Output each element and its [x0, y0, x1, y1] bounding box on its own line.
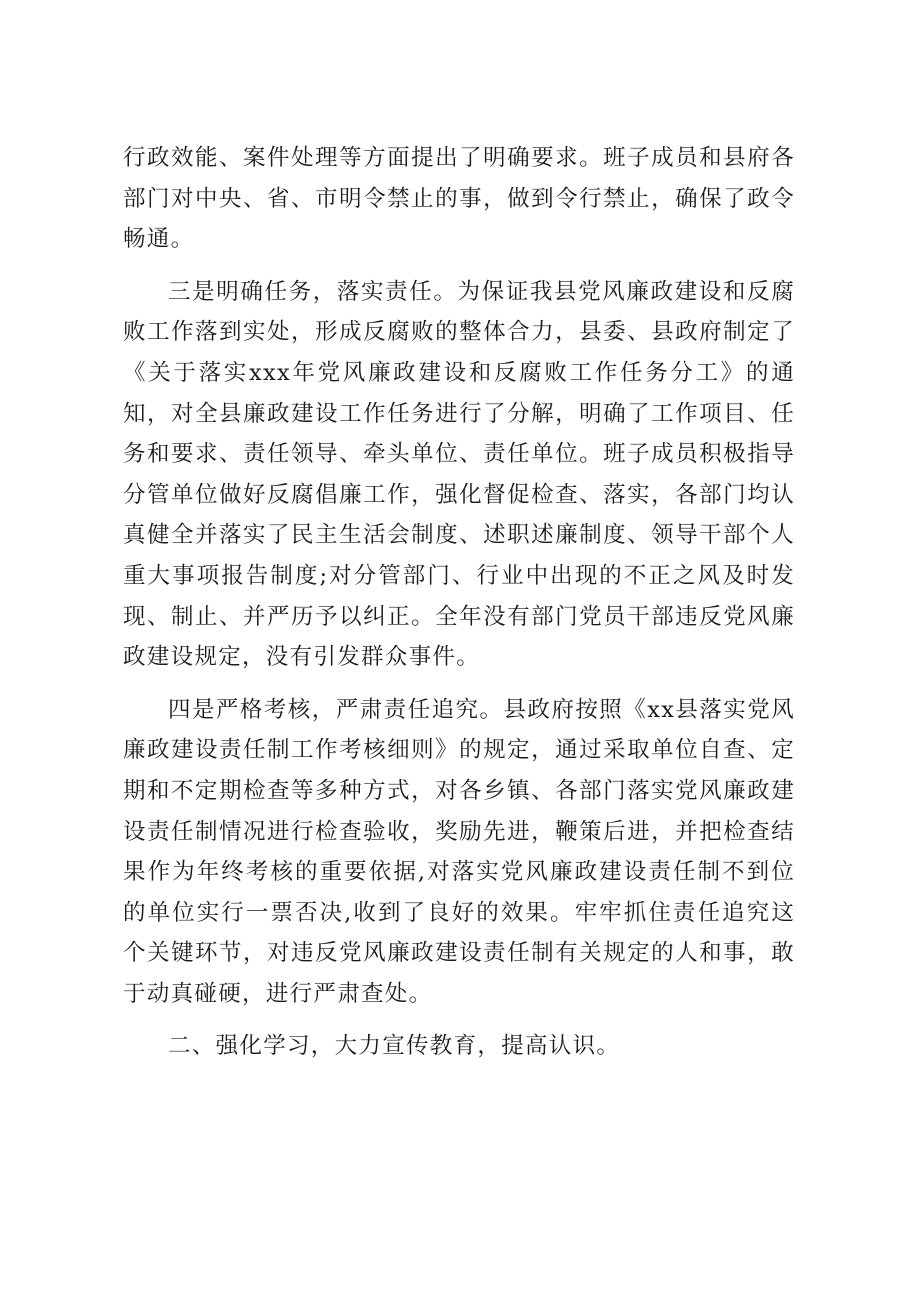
section-two-heading: 二、强化学习，大力宣传教育，提高认识。: [168, 1033, 621, 1060]
paragraph-item-three: 三是明确任务，落实责任。为保证我县党风廉政建设和反腐败工作落到实处，形成反腐败的整体合力，县委、县政府制定了《关于落实xxx年党风廉政建设和反腐败工作任务分工》的通知，对全县廉政建设工作任务进行了分解，明确了工作项目、任务和要求、责任领导、牵头单位、责任单位。班子成员积极指导分管单位做好反腐倡廉工作，强化督促检查、落实，各部门均认真健全并落实了民主生活会制度、述职述廉制度、领导干部个人重大事项报告制度;对分管部门、行业中出现的不正之风及时发现、制止、并严历予以纠正。全年没有部门党员干部违反党风廉政建设规定，没有引发群众事件。: [123, 278, 795, 671]
document-body: [123, 138, 795, 1067]
paragraph-continuation: 行政效能、案件处理等方面提出了明确要求。班子成员和县府各部门对中央、省、市明令禁止的事，做到令行禁止，确保了政令畅通。: [123, 145, 795, 253]
paragraph-item-four: 四是严格考核，严肃责任追究。县政府按照《xx县落实党风廉政建设责任制工作考核细则》的规定，通过采取单位自查、定期和不定期检查等多种方式，对各乡镇、各部门落实党风廉政建设责任制情况进行检查验收，奖励先进，鞭策后进，并把检查结果作为年终考核的重要依据,对落实党风廉政建设责任制不到位的单位实行一票否决,收到了良好的效果。牢牢抓住责任追究这个关键环节，对违反党风廉政建设责任制有关规定的人和事，敢于动真碰硬，进行严肃查处。: [123, 696, 795, 1007]
